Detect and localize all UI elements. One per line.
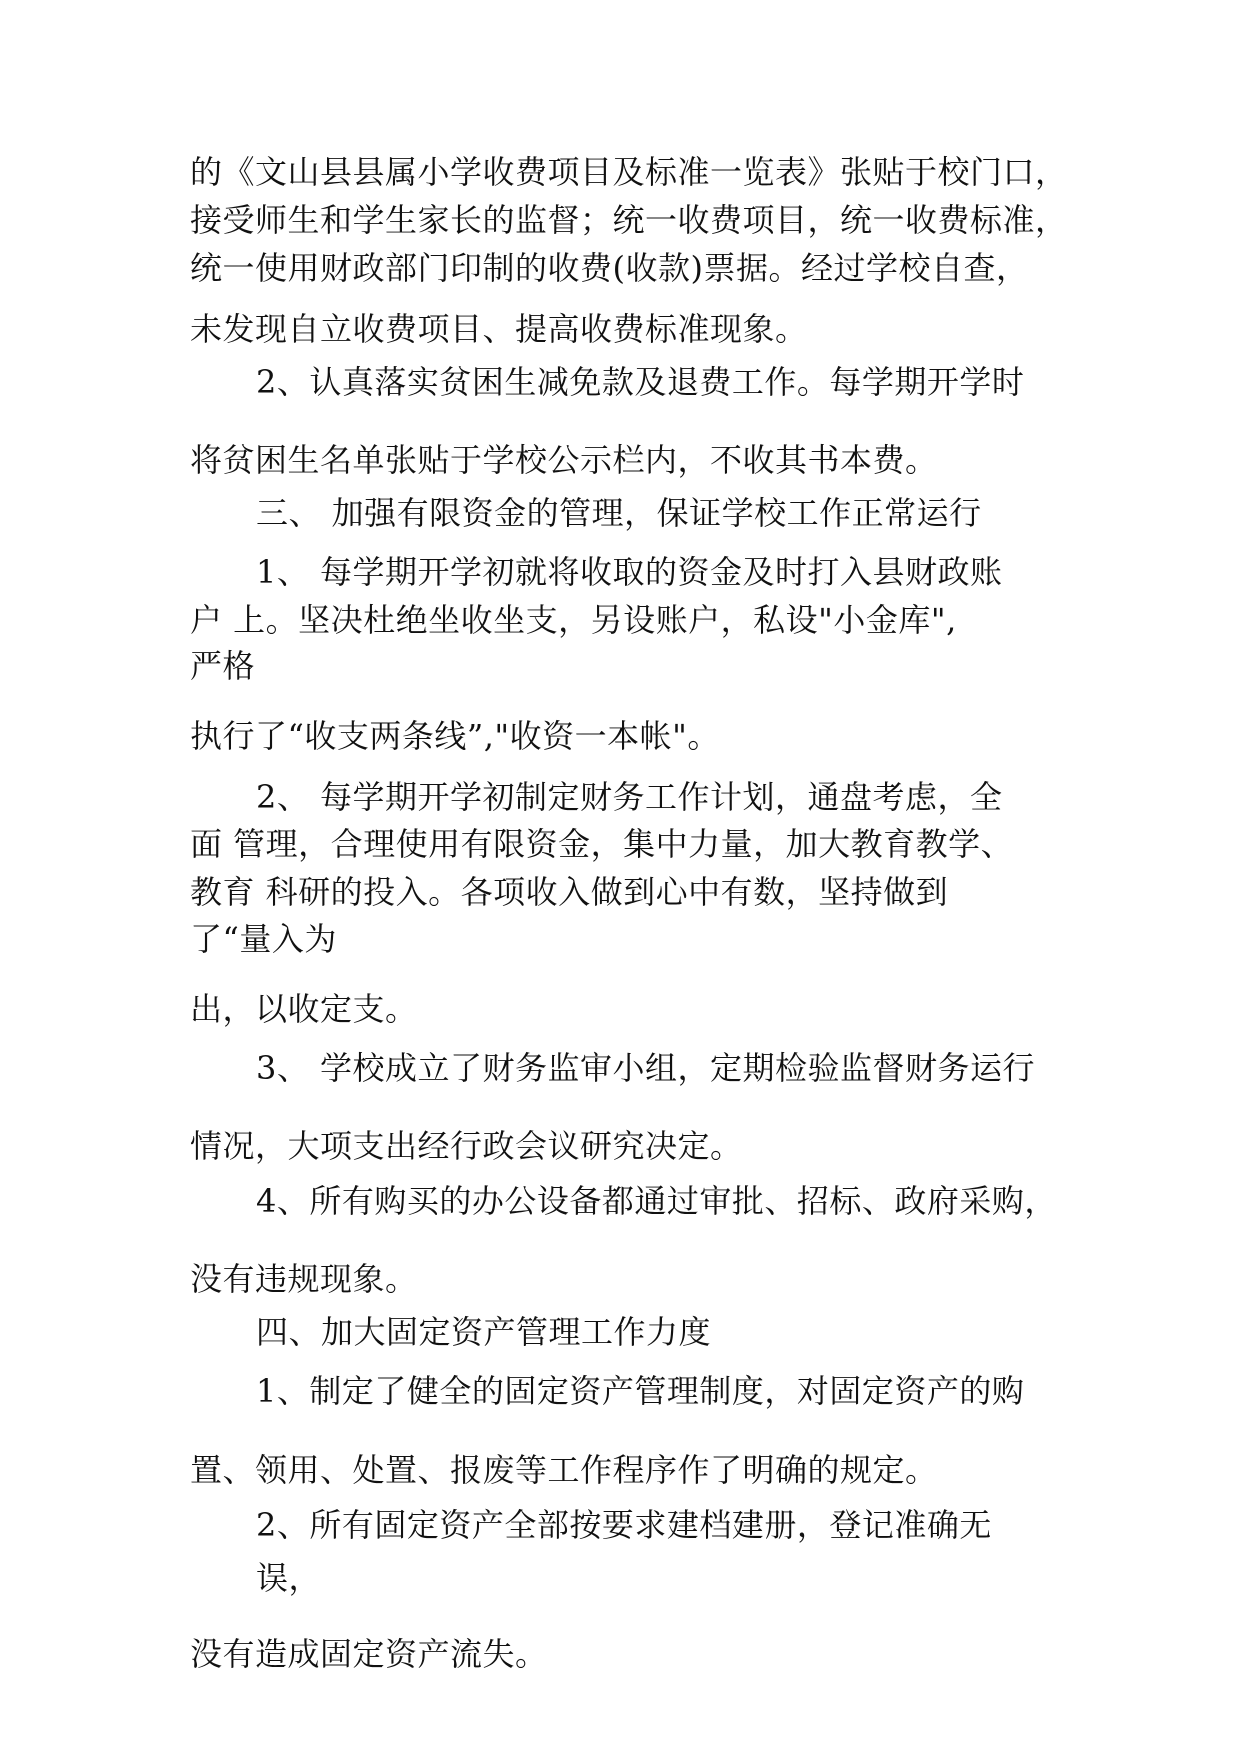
text-line: 了“量入为 bbox=[190, 920, 337, 958]
text-line: 没有造成固定资产流失。 bbox=[190, 1635, 548, 1673]
text-line: 4、所有购买的办公设备都通过审批、招标、政府采购， bbox=[256, 1182, 1057, 1220]
text-line: 2、认真落实贫困生减免款及退费工作。每学期开学时 bbox=[256, 363, 1025, 401]
text-line: 户 上。坚决杜绝坐收坐支，另设账户，私设"小金库", bbox=[190, 601, 957, 639]
text-line: 2、所有固定资产全部按要求建档建册，登记准确无 bbox=[256, 1506, 992, 1544]
text-line: 3、 学校成立了财务监审小组，定期检验监督财务运行 bbox=[256, 1049, 1036, 1087]
text-line: 严格 bbox=[190, 647, 256, 685]
text-line: 2、 每学期开学初制定财务工作计划，通盘考虑，全 bbox=[256, 778, 1003, 816]
text-line: 置、领用、处置、报废等工作程序作了明确的规定。 bbox=[190, 1451, 938, 1489]
text-line: 教育 科研的投入。各项收入做到心中有数，坚持做到 bbox=[190, 873, 949, 911]
section-heading: 三、 加强有限资金的管理，保证学校工作正常运行 bbox=[256, 494, 982, 532]
text-line: 面 管理，合理使用有限资金，集中力量，加大教育教学、 bbox=[190, 825, 1014, 863]
text-line: 统一使用财政部门印制的收费(收款)票据。经过学校自查， bbox=[190, 249, 1029, 287]
text-line: 的《文山县县属小学收费项目及标准一览表》张贴于校门口， bbox=[190, 153, 1068, 191]
text-line: 情况，大项支出经行政会议研究决定。 bbox=[190, 1127, 743, 1165]
text-line: 误， bbox=[256, 1559, 322, 1597]
section-heading: 四、加大固定资产管理工作力度 bbox=[256, 1313, 712, 1351]
text-line: 没有违规现象。 bbox=[190, 1260, 418, 1298]
text-line: 执行了“收支两条线”,"收资一本帐"。 bbox=[190, 717, 720, 755]
text-line: 出，以收定支。 bbox=[190, 990, 418, 1028]
text-line: 1、制定了健全的固定资产管理制度，对固定资产的购 bbox=[256, 1372, 1025, 1410]
text-line: 将贫困生名单张贴于学校公示栏内，不收其书本费。 bbox=[190, 441, 938, 479]
text-line: 接受师生和学生家长的监督；统一收费项目，统一收费标准， bbox=[190, 201, 1068, 239]
text-line: 未发现自立收费项目、提高收费标准现象。 bbox=[190, 310, 808, 348]
text-line: 1、 每学期开学初就将收取的资金及时打入县财政账 bbox=[256, 553, 1003, 591]
